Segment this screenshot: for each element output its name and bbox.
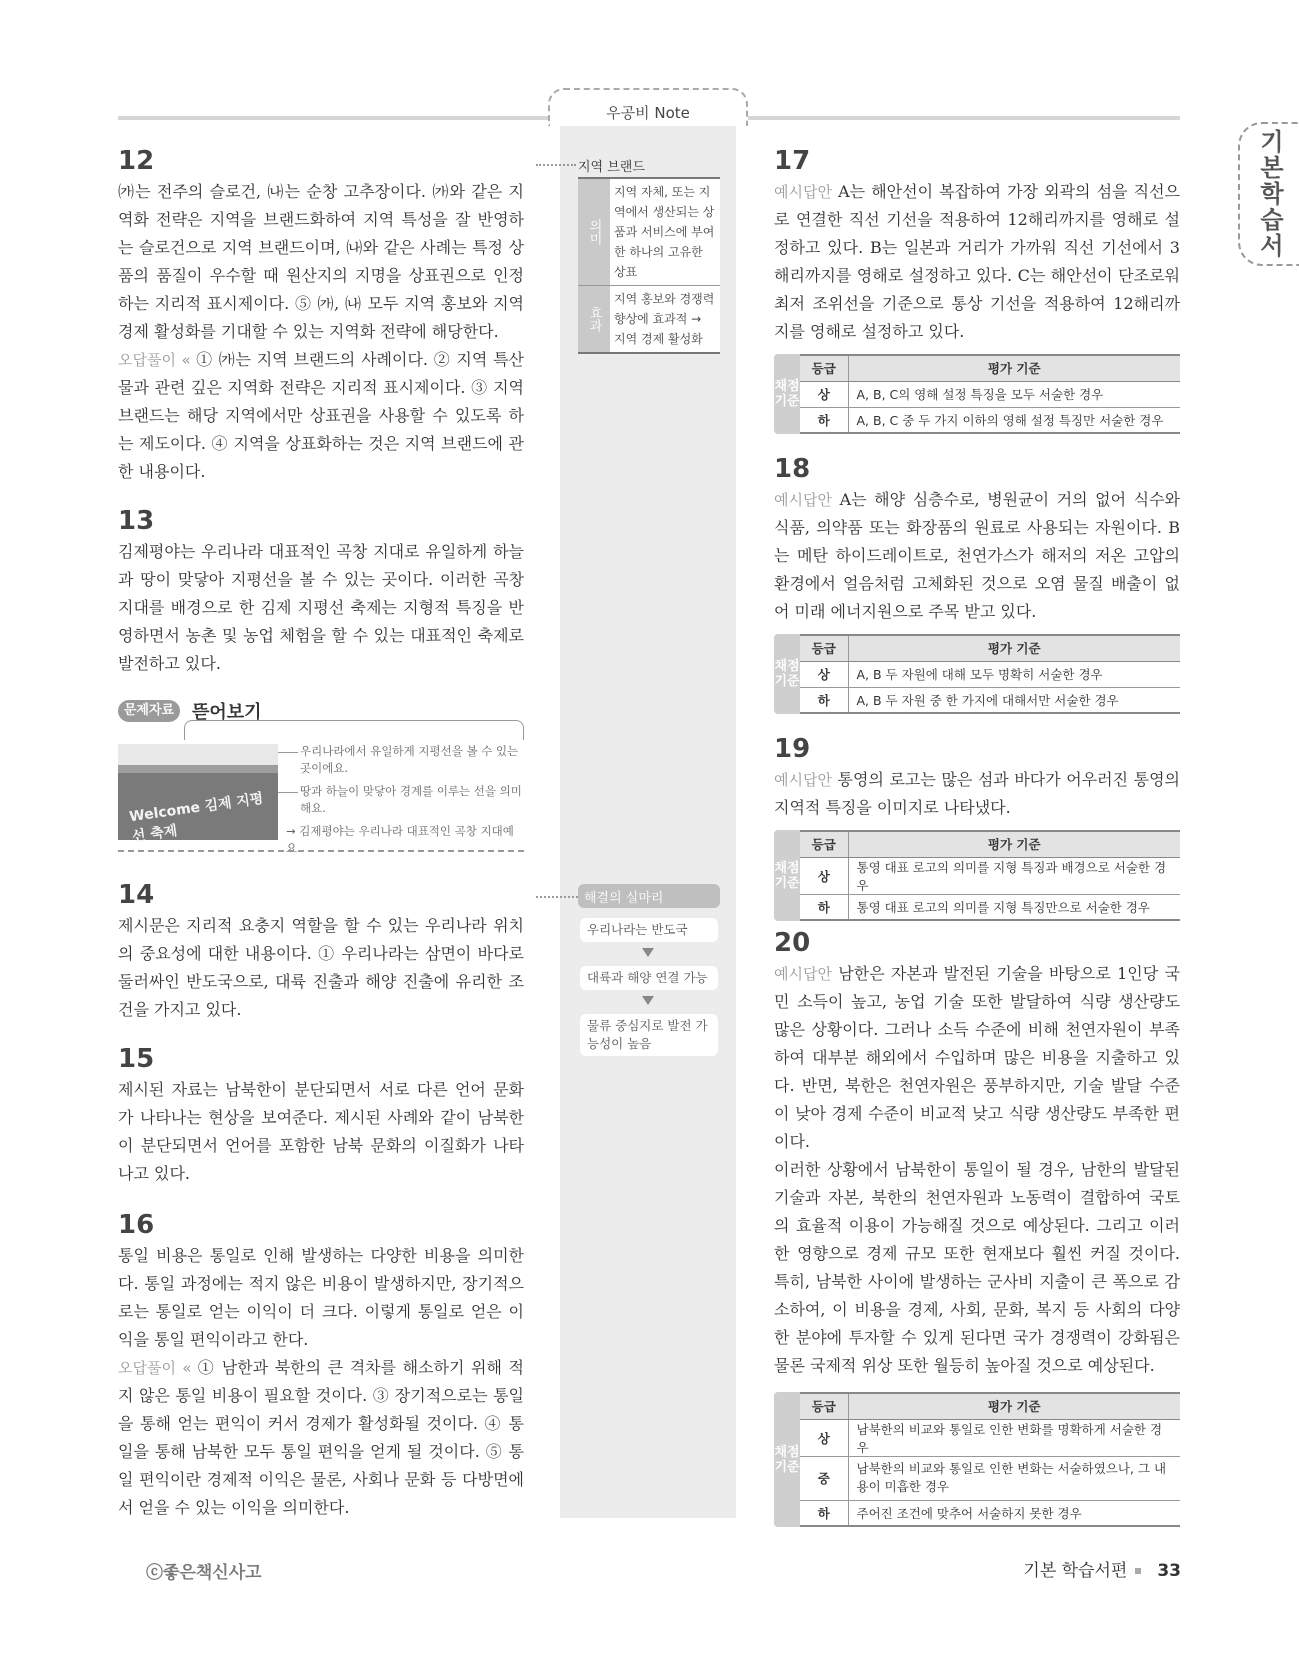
grade-criteria: 남북한의 비교와 통일로 인한 변화는 서술하였으나, 그 내용이 미흡한 경우 — [848, 1456, 1180, 1500]
grading-table-19 — [774, 830, 1180, 921]
publisher-logo: ⓒ좋은책신사고 — [146, 1563, 262, 1583]
grade-level: 중 — [800, 1456, 848, 1500]
grade-level: 상 — [800, 857, 848, 894]
answer-20 — [774, 960, 1180, 1380]
grade-header: 등급 — [800, 355, 848, 381]
example-answer-tag: 예시답안 — [774, 491, 832, 509]
example-answer-tag: 예시답안 — [774, 771, 832, 789]
note-brand-title: 지역 브랜드 — [578, 160, 645, 175]
answer-13: 김제평야는 우리나라 대표적인 곡창 지대로 유일하게 하늘과 땅이 맞닿아 지평선을 볼 수 있는 곳이다. 이러한 곡창 지대를 배경으로 한 김제 지평선 축제는 지형적 특징을 반영하면서 농촌 및 농업 체험을 할 수 있는 대표적인 축제로 발전하고 있다. — [118, 542, 524, 673]
wrong-answer-tag: 오답풀이 — [118, 1359, 176, 1377]
grade-level: 상 — [800, 1419, 848, 1456]
flow-step-3: 물류 중심지로 발전 가능성이 높음 — [580, 1014, 718, 1056]
answer-16-body: 통일 비용은 통일로 인해 발생하는 다양한 비용을 의미한다. 통일 과정에는 적지 않은 비용이 발생하지만, 장기적으로는 통일로 얻는 이익이 더 크다. 이렇게 통일로 얻은 이익을 통일 편익이라고 한다. — [118, 1246, 524, 1349]
answer-20-body-2: 이러한 상황에서 남북한이 통일이 될 경우, 남한의 발달된 기술과 자본, 북한의 천연자원과 노동력이 결합하여 국토의 효율적 이용이 가능해질 것으로 예상된다. 그리고 이러한 영향으로 경제 규모 또한 현재보다 훨씬 커질 것이다. 특히, 남북한 사이에 발생하는 군사비 지출이 큰 폭으로 감소하여, 이 비용을 경제, 사회, 문화, 복지 등 사회의 다양한 분야에 투자할 수 있게 된다면 국가 경쟁력이 강화됨은 물론 국제적 위상 또한 월등히 높아질 것으로 예상된다. — [774, 1160, 1180, 1375]
question-number-14: 14 — [118, 880, 155, 910]
answer-19 — [774, 766, 1180, 822]
side-tab-label: 기본학습서 — [1255, 129, 1285, 259]
grade-level: 하 — [800, 1500, 848, 1526]
grade-criteria: A, B, C 중 두 가지 이하의 영해 설정 특징만 서술한 경우 — [848, 407, 1180, 433]
answer-12-wrong: ① ㈎는 지역 브랜드의 사례이다. ② 지역 특산물과 관련 깊은 지역화 전략은 지리적 표시제이다. ③ 지역 브랜드는 해당 지역에서만 상표권을 사용할 수 있도록 하는 제도이다. ④ 지역을 상표화하는 것은 지역 브랜드에 관한 내용이다. — [118, 350, 525, 481]
grade-criteria: 통영 대표 로고의 의미를 지형 특징과 배경으로 서술한 경우 — [848, 857, 1180, 894]
grading-side-label: 채점기준 — [774, 830, 800, 921]
answer-19-body: 통영의 로고는 많은 섬과 바다가 어우러진 통영의 지역적 특징을 이미지로 나타냈다. — [774, 770, 1180, 817]
grade-header: 등급 — [800, 1393, 848, 1419]
arrow-down-icon — [642, 948, 654, 957]
note-title: 우공비 Note — [548, 88, 748, 126]
grade-criteria: A, B 두 자원에 대해 모두 명확히 서술한 경우 — [848, 661, 1180, 687]
page-footer — [1023, 1556, 1181, 1581]
criteria-header: 평가 기준 — [848, 1393, 1180, 1419]
answer-15: 제시된 자료는 남북한이 분단되면서 서로 다른 언어 문화가 나타나는 현상을 보여준다. 제시된 사례와 같이 남북한이 분단되면서 언어를 포함한 남북 문화의 이질화가 나타나고 있다. — [118, 1080, 524, 1183]
grade-criteria: 통영 대표 로고의 의미를 지형 특징만으로 서술한 경우 — [848, 894, 1180, 920]
grade-criteria: 남북한의 비교와 통일로 인한 변화를 명확하게 서술한 경우 — [848, 1419, 1180, 1456]
annotation-line — [278, 752, 298, 753]
answer-12: ㈎는 전주의 슬로건, ㈏는 순창 고추장이다. ㈎와 같은 지역화 전략은 지역을 브랜드화하여 지역 특성을 잘 반영하는 슬로건으로 지역 브랜드이며, ㈏와 같은 사례는 특정 상품의 품질이 우수할 때 원산지의 지명을 상표권으로 인정하는 지리적 표시제이다. ⑤ ㈎, ㈏ 모두 지역 홍보와 지역 경제 활성화를 기대할 수 있는 지역화 전략에 해당한다. 오답풀이 « ① ㈎는 지역 브랜드의 사례이다. ② 지역 특산물과 관련 깊은 지역화 전략은 지리적 표시제이다. ③ 지역 브랜드는 해당 지역에서만 상표권을 사용할 수 있도록 하는 제도이다. ④ 지역을 상표화하는 것은 지역 브랜드에 관한 내용이다. — [118, 182, 525, 481]
answer-18-body: A는 해양 심층수로, 병원균이 거의 없어 식수와 식품, 의약품 또는 화장품의 원료로 사용되는 자원이다. B는 메탄 하이드레이트로, 천연가스가 해저의 저온 고압의 환경에서 얼음처럼 고체화된 것으로 오염 물질 배출이 없어 미래 에너지원으로 주목 받고 있다. — [774, 490, 1180, 621]
example-answer-tag: 예시답안 — [774, 183, 832, 201]
brand-row-key: 효과 — [578, 286, 610, 352]
criteria-header: 평가 기준 — [848, 355, 1180, 381]
festival-photo — [118, 744, 278, 846]
grading-side-label: 채점기준 — [774, 354, 800, 434]
question-number-18: 18 — [774, 454, 811, 484]
answer-18 — [774, 486, 1180, 626]
question-number-19: 19 — [774, 734, 811, 764]
flow-step-1: 우리나라는 반도국 — [580, 918, 718, 942]
grade-criteria: 주어진 조건에 맞추어 서술하지 못한 경우 — [848, 1500, 1180, 1526]
page-number: 33 — [1157, 1561, 1181, 1581]
grading-side-label: 채점기준 — [774, 634, 800, 714]
grade-criteria: A, B 두 자원 중 한 가지에 대해서만 서술한 경우 — [848, 687, 1180, 713]
question-number-16: 16 — [118, 1210, 155, 1240]
question-number-15: 15 — [118, 1044, 155, 1074]
material-note-2: 땅과 하늘이 맞닿아 경계를 이루는 선을 의미해요. — [300, 784, 522, 815]
criteria-header: 평가 기준 — [848, 635, 1180, 661]
answer-16-wrong: ① 남한과 북한의 큰 격차를 해소하기 위해 적지 않은 통일 비용이 필요할 것이다. ③ 장기적으로는 통일을 통해 얻는 편익이 커서 경제가 활성화될 것이다. ④ 통일을 통해 남북한 모두 통일 편익을 얻게 될 것이다. ⑤ 통일 편익이란 경제적 이익은 물론, 사회나 문화 등 다방면에서 얻을 수 있는 이익을 의미한다. — [118, 1358, 525, 1517]
brand-row — [578, 286, 720, 352]
answer-17-body: A는 해안선이 복잡하여 가장 외곽의 섬을 직선으로 연결한 직선 기선을 적용하여 12해리까지를 영해로 설정하고 있다. B는 일본과 거리가 가까워 직선 기선에서 3해리까지를 영해로 설정하고 있다. C는 해안선이 단조로워 최저 조위선을 기준으로 통상 기선을 적용하여 12해리까지를 영해로 설정하고 있다. — [774, 182, 1180, 341]
grading-table-17 — [774, 354, 1180, 434]
brand-row — [578, 179, 720, 286]
material-pill: 문제자료 — [118, 700, 180, 722]
flow-title: 해결의 실마리 — [578, 884, 720, 908]
arrow-down-icon — [642, 996, 654, 1005]
material-note-1: 우리나라에서 유일하게 지평선을 볼 수 있는 곳이에요. — [300, 744, 519, 775]
grade-level: 하 — [800, 407, 848, 433]
side-tab — [1238, 122, 1299, 266]
answer-20-body: 남한은 자본과 발전된 기술을 바탕으로 1인당 국민 소득이 높고, 농업 기술 또한 발달하여 식량 생산량도 많은 상황이다. 그러나 소득 수준에 비해 천연자원이 부족하여 대부분 해외에서 수입하며 많은 비용을 지출하고 있다. 반면, 북한은 천연자원은 풍부하지만, 기술 발달 수준이 낮아 경제 수준이 비교적 낮고 식량 생산량도 부족한 편이다. — [774, 964, 1180, 1151]
grading-table-18 — [774, 634, 1180, 714]
question-number-17: 17 — [774, 146, 811, 176]
grade-level: 하 — [800, 687, 848, 713]
festival-photo-text: Welcome 김제 지평선 축제 — [128, 790, 265, 846]
answer-12-body: ㈎는 전주의 슬로건, ㈏는 순창 고추장이다. ㈎와 같은 지역화 전략은 지역을 브랜드화하여 지역 특성을 잘 반영하는 슬로건으로 지역 브랜드이며, ㈏와 같은 사례는 특정 상품의 품질이 우수할 때 원산지의 지명을 상표권으로 인정하는 지리적 표시제이다. ⑤ ㈎, ㈏ 모두 지역 홍보와 지역 경제 활성화를 기대할 수 있는 지역화 전략에 해당한다. — [118, 182, 524, 341]
grade-level: 상 — [800, 381, 848, 407]
flow-step-2: 대륙과 해양 연결 가능 — [580, 966, 718, 990]
answer-14: 제시문은 지리적 요충지 역할을 할 수 있는 우리나라 위치의 중요성에 대한 내용이다. ① 우리나라는 삼면이 바다로 둘러싸인 반도국으로, 대륙 진출과 해양 진출에 유리한 조건을 가지고 있다. — [118, 916, 524, 1019]
grading-side-label: 채점기준 — [774, 1392, 800, 1527]
question-number-20: 20 — [774, 928, 811, 958]
question-number-13: 13 — [118, 506, 155, 536]
brand-row-key: 의미 — [578, 179, 610, 285]
grading-table-20 — [774, 1392, 1180, 1527]
grade-header: 등급 — [800, 831, 848, 857]
bullet-icon — [1135, 1568, 1141, 1574]
criteria-header: 평가 기준 — [848, 831, 1180, 857]
grade-criteria: A, B, C의 영해 설정 특징을 모두 서술한 경우 — [848, 381, 1180, 407]
note-pointer — [536, 164, 576, 166]
brand-table — [578, 177, 720, 354]
example-answer-tag: 예시답안 — [774, 965, 832, 983]
answer-16: 통일 비용은 통일로 인해 발생하는 다양한 비용을 의미한다. 통일 과정에는 적지 않은 비용이 발생하지만, 장기적으로는 통일로 얻는 이익이 더 크다. 이렇게 통일로 얻은 이익을 통일 편익이라고 한다. 오답풀이 « ① 남한과 북한의 큰 격차를 해소하기 위해 적지 않은 통일 비용이 필요할 것이다. ③ 장기적으로는 통일을 통해 얻는 편익이 커서 경제가 활성화될 것이다. ④ 통일을 통해 남북한 모두 통일 편익을 얻게 될 것이다. ⑤ 통일 편익이란 경제적 이익은 물론, 사회나 문화 등 다방면에서 얻을 수 있는 이익을 의미한다. — [118, 1246, 525, 1517]
material-note-3: → 김제평야는 우리나라 대표적인 곡창 지대예요. — [286, 824, 514, 855]
section-divider — [118, 850, 524, 852]
answer-17 — [774, 178, 1180, 346]
material-frame — [184, 720, 524, 740]
grade-header: 등급 — [800, 635, 848, 661]
brand-row-value: 지역 자체, 또는 지역에서 생산되는 상품과 서비스에 부여한 하나의 고유한 상표 — [610, 179, 720, 285]
wrong-answer-tag: 오답풀이 — [118, 351, 176, 369]
section-name: 기본 학습서편 — [1023, 1561, 1128, 1581]
grade-level: 하 — [800, 894, 848, 920]
annotation-line — [278, 792, 298, 793]
question-number-12: 12 — [118, 146, 155, 176]
material-title: 뜯어보기 — [192, 702, 262, 723]
grade-level: 상 — [800, 661, 848, 687]
brand-row-value: 지역 홍보와 경쟁력 향상에 효과적 → 지역 경제 활성화 — [610, 286, 720, 352]
note-pointer — [536, 896, 578, 898]
